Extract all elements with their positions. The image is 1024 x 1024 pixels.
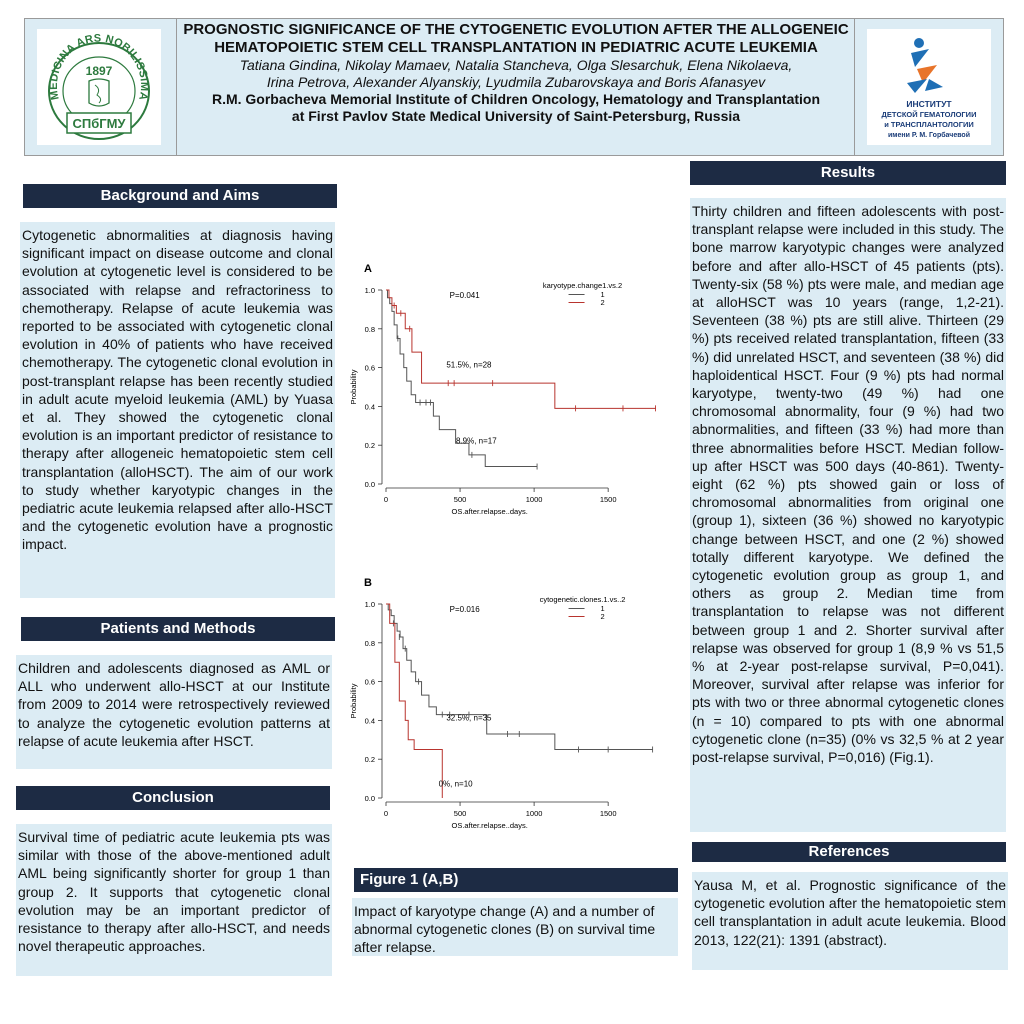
chart-a-series-2-line	[386, 290, 656, 408]
chart-a-y-tick-label: 0.2	[364, 441, 375, 451]
conclusion-section-header: Conclusion	[16, 786, 330, 810]
conclusion-section-body	[16, 824, 332, 976]
kaplan-meier-chart-b	[344, 570, 674, 840]
chart-a-x-tick-label: 1500	[599, 495, 617, 504]
chart-a-x-tick-label: 1000	[525, 495, 543, 504]
references-section-header: References	[692, 842, 1006, 862]
background-section-body	[20, 222, 335, 598]
chart-b-y-axis-label: Probability	[349, 683, 358, 719]
results-section-body	[690, 198, 1006, 832]
methods-section-header: Patients and Methods	[21, 617, 335, 641]
chart-b-x-tick-label: 1500	[599, 809, 617, 818]
institute-logo	[867, 29, 991, 145]
kaplan-meier-chart-a	[344, 256, 674, 526]
chart-a-x-axis-label: OS.after.relapse..days.	[451, 507, 528, 516]
chart-a-series-1-annotation: 8.9%, n=17	[455, 436, 497, 446]
logo-ring-text: MEDICINA ARS NOBILISSIMA	[47, 32, 151, 102]
background-text: Cytogenetic abnormalities at diagnosis having significant impact on disease outcome and clonal evolution at cytogenetic level is considered to be associated with relapse and refractoriness to chemotherapy. Relapse of acute leukemia was reported to be associated with cytogenetic clonal evolution in 40% of patients who have received chemotherapy. The cytogenetic clonal evolution in post-transplant relapse has been recently studied in adult acute myeloid leukemia (AML) by Yuasa et al. They showed the cytogenetic clonal evolution is an important predictor of resistance to therapy after allogeneic hematopoietic stem cell transplantation (alloHSCT). The aim of our work to study whether karyotypic changes in the pediatric acute leukemia relapsed after allo-HSCT and the cytogenetic evolution have a prognostic impact.	[22, 227, 333, 553]
chart-b-x-tick-label: 0	[383, 809, 389, 818]
chart-a-x-tick-label: 500	[453, 495, 467, 504]
authors-line-2: Irina Petrova, Alexander Alyanskiy, Lyudmila Zubarovskaya and Boris Afanasyev	[266, 74, 766, 90]
institution-line-1: R.M. Gorbacheva Memorial Institute of Children Oncology, Hematology and Transplantation	[211, 91, 821, 107]
chart-a-legend-title: karyotype.change1.vs.2	[542, 281, 623, 291]
chart-a-y-tick-label: 0.8	[364, 324, 375, 334]
chart-a-y-tick-label: 0.6	[364, 363, 375, 373]
chart-b-legend-label-1: 1	[600, 604, 605, 614]
figure-caption-box	[352, 898, 678, 956]
methods-section-body	[16, 655, 332, 769]
chart-b-y-tick-label: 0.0	[364, 794, 375, 803]
chart-a-y-axis-label: Probability	[349, 369, 358, 405]
background-section-header: Background and Aims	[23, 184, 337, 208]
chart-b-series-2-annotation: 0%, n=10	[438, 779, 473, 789]
chart-b-y-tick-label: 0.4	[364, 716, 375, 726]
methods-text: Children and adolescents diagnosed as AML or ALL who underwent allo-HSCT at our Institute from 2009 to 2014 were retrospectively reviewed to analyze the cytogenetic evolution patterns at relapse of acute leukemia after HSCT.	[18, 660, 330, 749]
poster-header	[24, 18, 1004, 156]
chart-a-series-2-annotation: 51.5%, n=28	[446, 360, 492, 370]
chart-a-legend-label-1: 1	[600, 290, 605, 300]
logo-abbr: СПбГМУ	[72, 116, 126, 131]
chart-b-x-tick-label: 500	[453, 809, 467, 818]
logo-year: 1897	[85, 64, 113, 78]
chart-a-p-value: P=0.041	[449, 290, 480, 300]
chart-a-panel-label: A	[364, 263, 372, 275]
chart-a-legend-label-2: 2	[600, 298, 605, 308]
chart-a-x-tick-label: 0	[383, 495, 389, 504]
institution-line-2: at First Pavlov State Medical University of Saint-Petersburg, Russia	[291, 108, 741, 124]
chart-b-panel-label: B	[364, 577, 372, 589]
chart-a-y-tick-label: 0.4	[364, 402, 375, 412]
chart-b-legend-label-2: 2	[600, 612, 605, 622]
logo-right-cell	[854, 19, 1003, 155]
poster-title: PROGNOSTIC SIGNIFICANCE OF THE CYTOGENETIC EVOLUTION AFTER THE ALLOGENEIC HEMATOPOIETIC STEM CELL TRANSPLANTATION IN PEDIATRIC ACUTE LEUKEMIA	[183, 21, 849, 56]
chart-b-y-tick-label: 0.6	[364, 677, 375, 687]
chart-b-series-1-line	[386, 604, 653, 750]
logo-left-cell	[25, 19, 177, 155]
title-block	[177, 21, 855, 125]
authors-line-1: Tatiana Gindina, Nikolay Mamaev, Natalia Stancheva, Olga Slesarchuk, Elena Nikolaeva,	[239, 57, 793, 73]
figure-caption: Impact of karyotype change (A) and a number of abnormal cytogenetic clones (B) on survival time after relapse.	[354, 903, 656, 956]
university-logo	[37, 29, 161, 145]
figure-title: Figure 1 (A,B)	[354, 868, 678, 892]
institute-logo-line-1: ИНСТИТУТ	[906, 99, 952, 109]
results-text: Thirty children and fifteen adolescents with post-transplant relapse were included in this study. The bone marrow karyotypic changes were analyzed before and after allo-HSCT of 45 patients (pts). Twenty-six (58 %) pts were male, and median age at alloHSCT was 10 years (range, 1,2-21). Seventeen (38 %) pts are still alive. Thirteen (29 %) pts received related transplantation, fifteen (33 %) did unrelated HSCT, and seventeen (38 %) did haploidentical HSCT. Four (9 %) pts had normal karyotype, twenty-two (49 %) had one chromosomal abnormality, four (9 %) had two abnormalities, and fifteen (33 %) had more than three abnormalities before HSCT. Median follow-up after HSCT was 500 days (40-861). Twenty-eight (62 %) pts showed gain or loss of chromosomal abnormalities from original one (group 1), sixteen (36 %) showed no karyotypic change between HSCT, and one (2 %) showed totally different karyotype. We defined the cytogenetic evolution group as group 1, and others as group 2. Median time from transplantation to relapse was not different between group 1 and 2. Shorter survival after relapse was observed for group 1 (8,9 % vs 51,5 % at 2-year post-relapse survival, P=0,041). Moreover, survival after relapse was inferior for pts with two or three abnormal cytogenetic clones (n = 10) compared to pts with one abnormal cytogenetic clone (n=35) (0% vs 32,5 % at 2 year post-relapse survival, P=0,016) (Fig.1).	[692, 203, 1004, 766]
references-section-body	[692, 872, 1008, 970]
institute-logo-line-3: и ТРАНСПЛАНТОЛОГИИ	[884, 120, 974, 129]
chart-b-legend-title: cytogenetic.clones.1.vs..2	[539, 595, 626, 605]
conclusion-text: Survival time of pediatric acute leukemia pts was similar with those of the above-mentioned adult AML being significantly shorter for group 1 than group 2. It supports that cytogenetic clonal evolution may be an important predictor of resistance to therapy after allo-HSCT, and needs novel therapeutic approaches.	[18, 829, 330, 955]
chart-b-p-value: P=0.016	[449, 604, 480, 614]
chart-a-y-tick-label: 0.0	[364, 480, 375, 489]
chart-b-y-tick-label: 0.2	[364, 755, 375, 765]
chart-a-y-tick-label: 1.0	[364, 286, 375, 295]
chart-b-x-axis-label: OS.after.relapse..days.	[451, 821, 528, 830]
chart-b-x-tick-label: 1000	[525, 809, 543, 818]
chart-b-series-1-annotation: 32.5%, n=35	[446, 713, 492, 723]
references-text: Yausa M, et al. Prognostic significance of the cytogenetic evolution after the hematopoietic stem cell transplantation in adult acute leukemia. Blood 2013, 122(21): 1391 (abstract).	[694, 877, 1006, 948]
results-section-header: Results	[690, 161, 1006, 185]
institute-logo-line-4: имени Р. М. Горбачевой	[887, 132, 971, 139]
chart-b-y-tick-label: 1.0	[364, 600, 375, 609]
institute-logo-line-2: ДЕТСКОЙ ГЕМАТОЛОГИИ	[881, 110, 977, 119]
chart-b-series-2-line	[386, 604, 442, 798]
chart-b-y-tick-label: 0.8	[364, 638, 375, 648]
